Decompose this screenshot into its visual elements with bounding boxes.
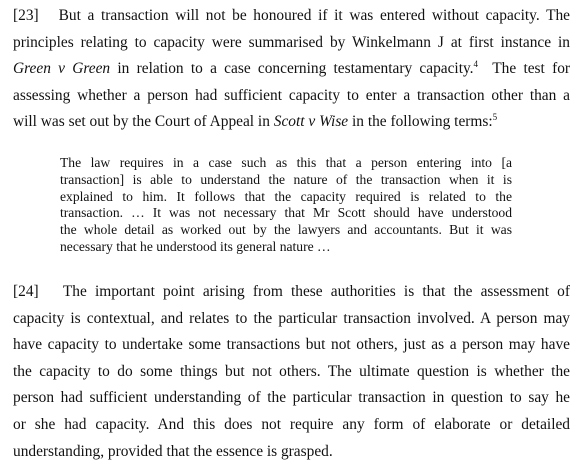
paragraph-23 [13,3,570,136]
paragraph-number-23: [23] [13,7,39,24]
p24-line: capacity is contextual, and relates to the particular transaction involved. A person may [13,309,570,327]
p23-line-1: [23] But a transaction will not be honoured if it was entered without capacity. The [13,7,571,24]
p24-line: the capacity to do some things but not others. The ultimate question is whether the [13,362,570,380]
p24-line: or she had capacity. And this does not require any form of elaborate or detailed [13,415,570,433]
quote-line: the whole detail as worked out by the lawyers and accountants. But it was [60,222,512,238]
footnote-ref-4[interactable]: 4 [473,59,479,70]
p23-line-3: Green v Green in relation to a case concerning testamentary capacity.$^4$ The test for [13,59,571,78]
p23-line-2: principles relating to capacity were summarised by Winkelmann J at first instance in [13,33,570,51]
paragraph-24 [13,279,570,465]
p23-line-4: assessing whether a person had sufficient capacity to enter a transaction other than a [13,86,570,104]
paragraph-number-24: [24] [13,283,39,300]
p24-line: have capacity to undertake some transactions but not others, just as a person may have [13,336,570,354]
quote-line: transaction. … It was not necessary that Mr Scott should have understood [60,205,512,221]
case-name-green-v-green: Green v Green [13,60,111,78]
quote-line: explained to him. It follows that the capacity required is related to the [60,188,512,204]
quote-line: transaction] is able to understand the nature of the transaction when it is [60,171,512,187]
block-quote [60,155,512,256]
footnote-ref-5[interactable]: 5 [492,112,498,123]
p24-line: person had sufficient understanding of the particular transaction in question to say he [13,389,570,407]
case-name-scott-v-wise: Scott v Wise [273,113,349,131]
quote-line: The law requires in a case such as this that a person entering into [a [60,155,512,170]
p23-line-5: will was set out by the Court of Appeal in Scott v Wise in the following terms:$^5$ [13,112,498,131]
p24-line: understanding, provided that the essence is grasped. [13,442,333,460]
quote-line: necessary that he understood its general nature … [60,238,331,254]
p24-line-1: [24] The important point arising from these authorities is that the assessment of [13,283,570,300]
